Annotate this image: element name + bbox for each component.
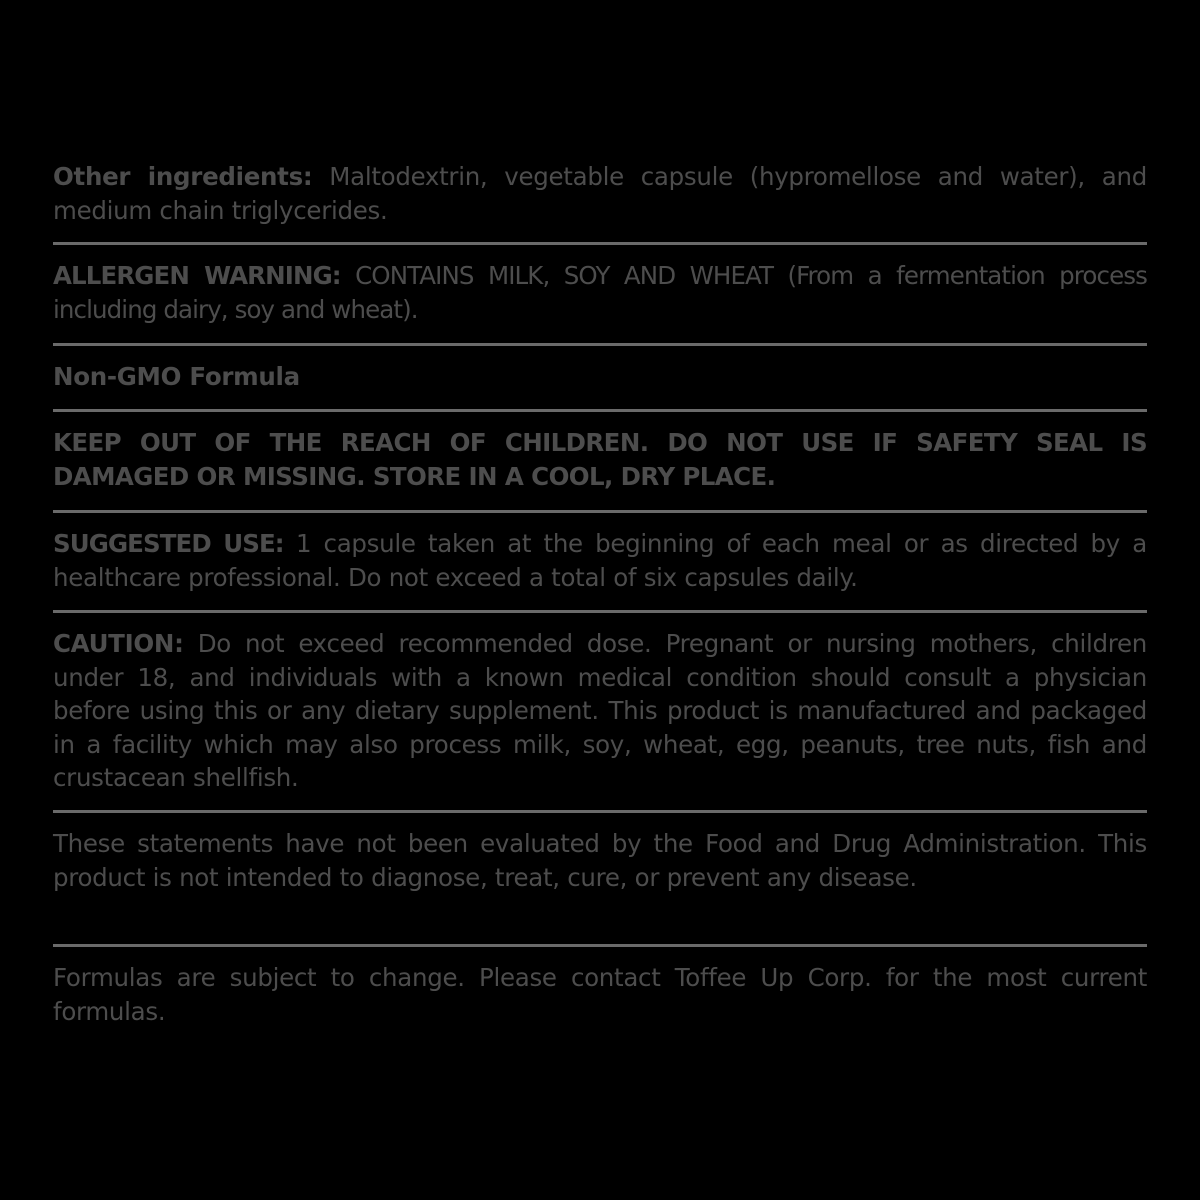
caution-text: Do not exceed recommended dose. Pregnant or nursing mothers, children under 18, and individuals with a known medical condition should consult a physician before using this or any dietary supplement. This product is manufactured and packaged in a facility which may also process milk, soy, wheat, egg, peanuts, tree nuts, fish and crustacean shellfish. <box>53 629 1147 792</box>
keep-out-of-reach-section <box>53 426 1147 493</box>
section-divider <box>53 610 1147 613</box>
section-divider <box>53 242 1147 245</box>
caution-heading: CAUTION: <box>53 629 184 658</box>
section-divider <box>53 810 1147 813</box>
formulas-notice-section <box>53 961 1147 1028</box>
suggested-use-section <box>53 527 1147 594</box>
other-ingredients-heading: Other ingredients: <box>53 162 313 191</box>
allergen-warning-heading: ALLERGEN WARNING: <box>53 261 341 290</box>
other-ingredients-text: Maltodextrin, vegetable capsule (hypromellose and water), and medium chain triglycerides. <box>53 162 1147 225</box>
suggested-use-heading: SUGGESTED USE: <box>53 529 284 558</box>
allergen-warning-text: CONTAINS MILK, SOY AND WHEAT (From a fermentation process including dairy, soy and wheat). <box>53 261 1147 324</box>
non-gmo-section <box>53 360 1147 394</box>
other-ingredients-section <box>53 160 1147 227</box>
allergen-warning-section <box>53 259 1147 326</box>
caution-section <box>53 627 1147 795</box>
fda-disclaimer-text: These statements have not been evaluated by the Food and Drug Administration. This product is not intended to diagnose, treat, cure, or prevent any disease. <box>53 829 1147 892</box>
fda-disclaimer-section <box>53 827 1147 894</box>
section-divider <box>53 944 1147 947</box>
keep-out-of-reach-text: KEEP OUT OF THE REACH OF CHILDREN. DO NOT USE IF SAFETY SEAL IS DAMAGED OR MISSING. STORE IN A COOL, DRY PLACE. <box>53 428 1147 491</box>
section-divider <box>53 343 1147 346</box>
section-divider <box>53 510 1147 513</box>
non-gmo-label: Non-GMO Formula <box>53 362 300 391</box>
formulas-notice-text: Formulas are subject to change. Please contact Toffee Up Corp. for the most current formulas. <box>53 963 1147 1026</box>
suggested-use-text: 1 capsule taken at the beginning of each meal or as directed by a healthcare professional. Do not exceed a total of six capsules daily. <box>53 529 1147 592</box>
section-divider <box>53 409 1147 412</box>
